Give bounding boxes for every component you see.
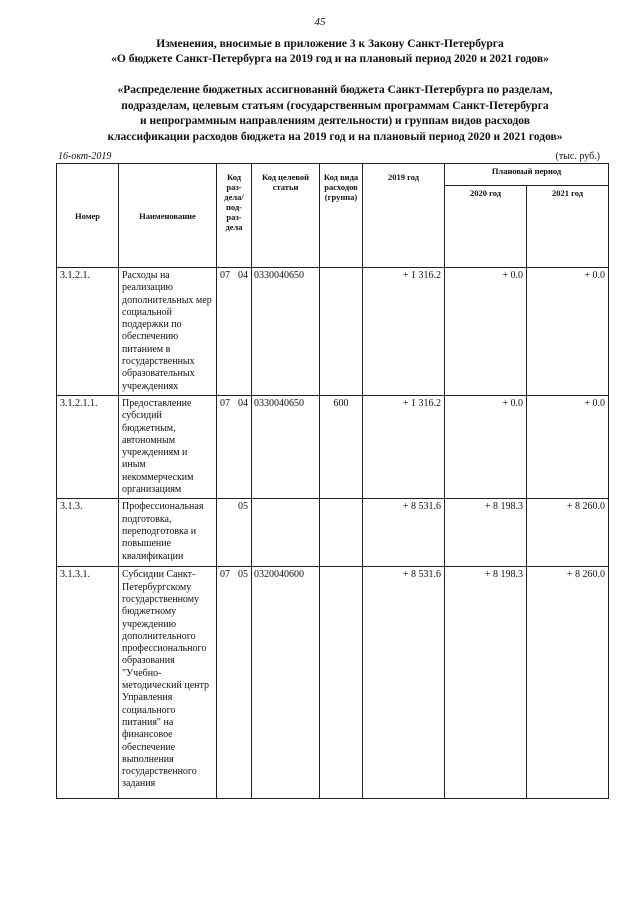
header-planned-period: Плановый период (445, 164, 609, 186)
row-section: 07 (217, 268, 234, 396)
row-group (320, 268, 363, 396)
row-2021: + 0.0 (527, 268, 609, 396)
row-subsection: 04 (234, 395, 252, 498)
table-header (57, 164, 609, 268)
subtitle-line: и непрограммным направлениям деятельности) и группам видов расходов (140, 115, 530, 127)
document-date: 16-окт-2019 (58, 151, 112, 162)
header-target: Код целевой статьи (252, 164, 320, 268)
page-number: 45 (314, 16, 326, 28)
row-target (252, 499, 320, 567)
row-name: Расходы на реализацию дополнительных мер социальной поддержки по обеспечению питанием в государственных образовательных учреждениях (119, 268, 217, 396)
document-subtitle (60, 83, 610, 145)
table-row (57, 499, 609, 567)
row-group: 600 (320, 395, 363, 498)
document-title (60, 37, 600, 67)
subtitle-line: классификации расходов бюджета на 2019 год и на плановый период 2020 и 2021 годов» (107, 130, 563, 143)
table-row (57, 268, 609, 396)
header-2020: 2020 год (445, 186, 527, 268)
row-number: 3.1.2.1. (57, 268, 119, 396)
row-2019: + 8 531.6 (363, 567, 445, 799)
row-section: 07 (217, 567, 234, 799)
row-2021: + 8 260.0 (527, 499, 609, 567)
row-2019: + 1 316.2 (363, 268, 445, 396)
row-2020: + 8 198.3 (445, 499, 527, 567)
header-2021: 2021 год (527, 186, 609, 268)
header-section: Код раз-дела/ под-раз-дела (217, 164, 252, 268)
row-number: 3.1.3.1. (57, 567, 119, 799)
title-line: «О бюджете Санкт-Петербурга на 2019 год и на плановый период 2020 и 2021 годов» (111, 53, 549, 65)
table-row (57, 567, 609, 799)
row-2021: + 0.0 (527, 395, 609, 498)
subtitle-line: подразделам, целевым статьям (государственным программам Санкт-Петербурга (121, 99, 549, 112)
row-number: 3.1.2.1.1. (57, 395, 119, 498)
row-name: Профессиональная подготовка, переподготовка и повышение квалификации (119, 499, 217, 567)
row-number: 3.1.3. (57, 499, 119, 567)
title-line: Изменения, вносимые в приложение 3 к Закону Санкт-Петербурга (156, 38, 504, 50)
row-subsection: 05 (234, 567, 252, 799)
header-2019: 2019 год (363, 164, 445, 268)
units-label: (тыс. руб.) (555, 151, 600, 162)
row-2019: + 8 531.6 (363, 499, 445, 567)
row-target: 0330040650 (252, 268, 320, 396)
table-row (57, 395, 609, 498)
row-section: 07 (217, 395, 234, 498)
row-name: Предоставление субсидий бюджетным, автономным учреждениям и иным некоммерческим организациям (119, 395, 217, 498)
row-section (217, 499, 234, 567)
row-2020: + 0.0 (445, 395, 527, 498)
row-group (320, 499, 363, 567)
row-target: 0320040600 (252, 567, 320, 799)
row-subsection: 04 (234, 268, 252, 396)
header-group: Код вида расходов (группа) (320, 164, 363, 268)
header-name: Наименование (119, 164, 217, 268)
budget-table (56, 163, 609, 799)
header-number: Номер (57, 164, 119, 268)
row-target: 0330040650 (252, 395, 320, 498)
row-group (320, 567, 363, 799)
row-2019: + 1 316.2 (363, 395, 445, 498)
row-name: Субсидии Санкт-Петербургскому государственному бюджетному учреждению дополнительного профессионального образования "Учебно-методический центр Управления социального питания" на финансовое обеспечение выполнения государственного задания (119, 567, 217, 799)
row-subsection: 05 (234, 499, 252, 567)
row-2021: + 8 260.0 (527, 567, 609, 799)
row-2020: + 0.0 (445, 268, 527, 396)
subtitle-line: «Распределение бюджетных ассигнований бюджета Санкт-Петербурга по разделам, (117, 84, 553, 96)
row-2020: + 8 198.3 (445, 567, 527, 799)
